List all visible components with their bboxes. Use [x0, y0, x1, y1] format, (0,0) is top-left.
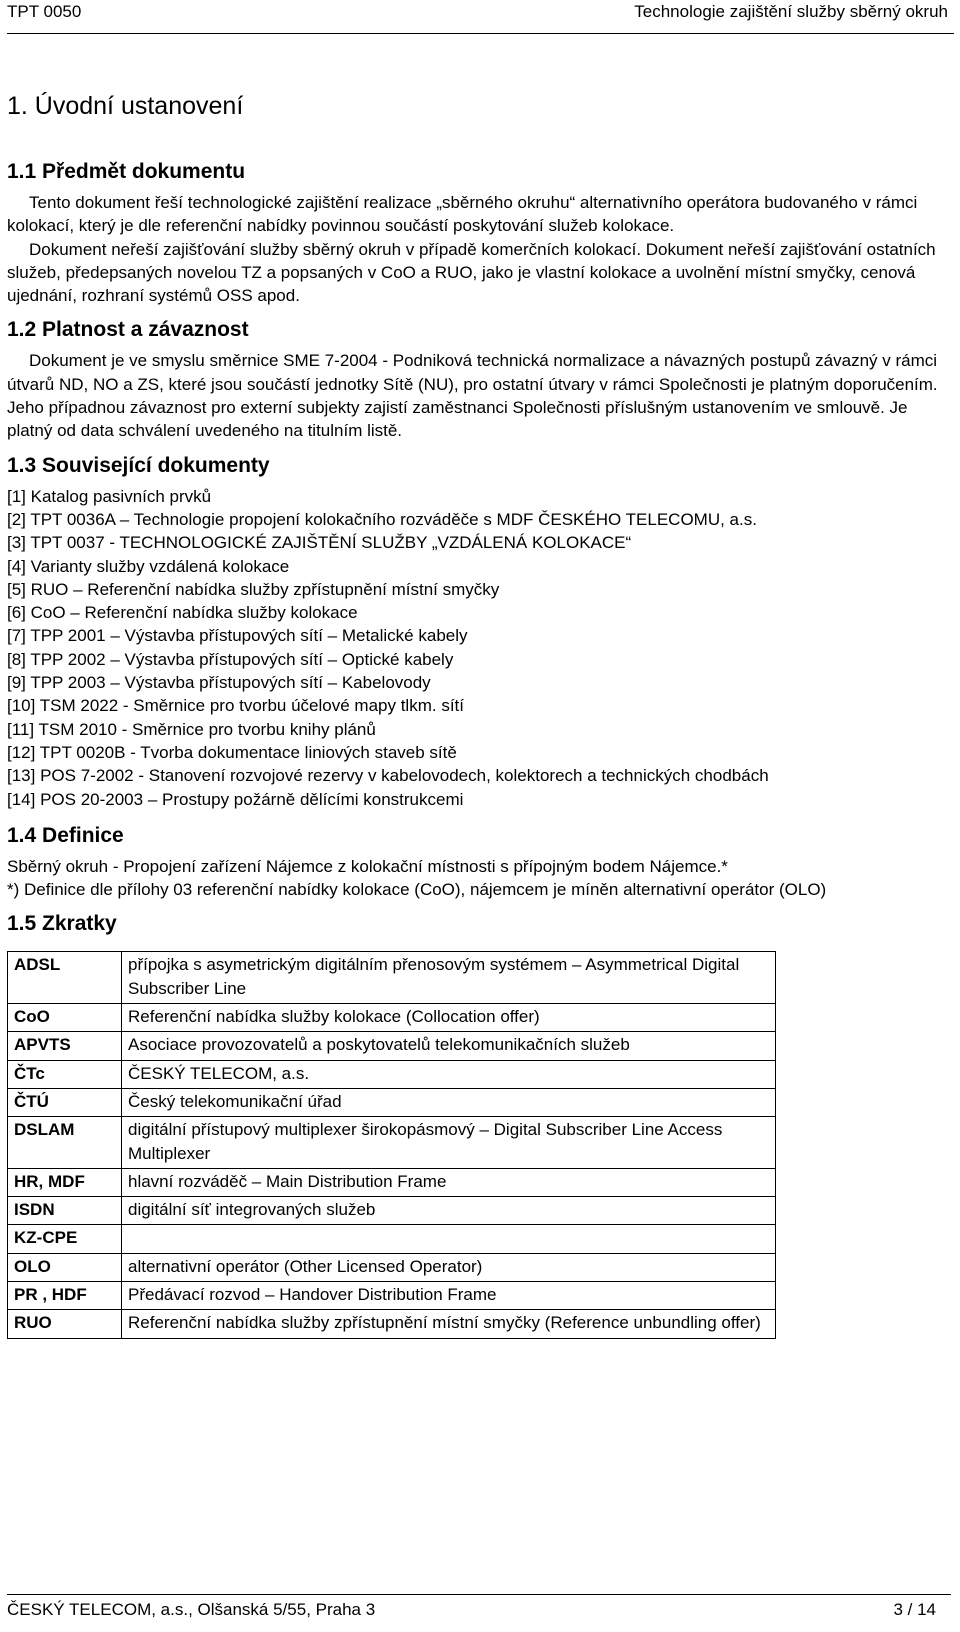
desc-cell: Asociace provozovatelů a poskytovatelů telekomunikačních služeb	[122, 1032, 776, 1060]
paragraph-validity: Dokument je ve smyslu směrnice SME 7-2004 - Podniková technická normalizace a návazných postupů závazný v rámci útvarů ND, NO a ZS, které jsou součástí jednotky Sítě (NU), pro ostatní útvary v rámci Společnosti je platným doporučením. Jeho případnou závaznost pro externí subjekty zajistí zaměstnanci Společnosti příslušným ustanovením ve smlouvě. Je platný od data schválení uvedeného na titulním listě.	[7, 351, 938, 441]
reference-item: [10] TSM 2022 - Směrnice pro tvorbu účelové mapy tlkm. sítí	[7, 696, 464, 716]
doc-title: Technologie zajištění služby sběrný okruh	[634, 2, 948, 21]
paragraph-subject: Tento dokument řeší technologické zajištění realizace „sběrného okruhu“ alternativního operátora budovaného v rámci kolokací, který je dle referenční nabídky povinnou součástí poskytování služeb kolokace.	[7, 193, 918, 236]
reference-item: [1] Katalog pasivních prvků	[7, 486, 212, 506]
reference-item: [14] POS 20-2003 – Prostupy požárně dělícími konstrukcemi	[7, 789, 464, 809]
table-row	[8, 1004, 776, 1032]
company-address: ČESKÝ TELECOM, a.s., Olšanská 5/55, Praha 3	[7, 1600, 376, 1619]
reference-item: [5] RUO – Referenční nabídka služby zpřístupnění místní smyčky	[7, 579, 500, 599]
reference-item: [7] TPP 2001 – Výstavba přístupových sítí – Metalické kabely	[7, 626, 468, 646]
reference-item: [11] TSM 2010 - Směrnice pro tvorbu knihy plánů	[7, 719, 376, 739]
page-header	[7, 0, 954, 34]
table-row	[8, 1060, 776, 1088]
desc-cell: Český telekomunikační úřad	[122, 1088, 776, 1116]
table-row	[8, 1281, 776, 1309]
abbr-cell: ČTÚ	[8, 1088, 122, 1116]
section-heading-1-2: 1.2 Platnost a závaznost	[7, 318, 249, 342]
desc-cell: hlavní rozváděč – Main Distribution Frame	[122, 1168, 776, 1196]
table-row	[8, 952, 776, 1004]
reference-item: [2] TPT 0036A – Technologie propojení kolokačního rozváděče s MDF ČESKÉHO TELECOMU, a.s.	[7, 509, 757, 529]
desc-cell: Předávací rozvod – Handover Distribution Frame	[122, 1281, 776, 1309]
desc-cell: digitální síť integrovaných služeb	[122, 1197, 776, 1225]
table-row	[8, 1117, 776, 1169]
abbr-cell: KZ-CPE	[8, 1225, 122, 1253]
reference-item: [9] TPP 2003 – Výstavba přístupových sítí – Kabelovody	[7, 673, 431, 693]
reference-item: [8] TPP 2002 – Výstavba přístupových sítí – Optické kabely	[7, 649, 454, 669]
table-row	[8, 1197, 776, 1225]
desc-cell: přípojka s asymetrickým digitálním přenosovým systémem – Asymmetrical Digital Subscriber Line	[122, 952, 776, 1004]
desc-cell: digitální přístupový multiplexer širokopásmový – Digital Subscriber Line Access Multiplexer	[122, 1117, 776, 1169]
table-row	[8, 1310, 776, 1338]
paragraph-scope: Dokument neřeší zajišťování služby sběrný okruh v případě komerčních kolokací. Dokument neřeší zajišťování ostatních služeb, předepsaných novelou TZ a popsaných v CoO a RUO, jako je vlastní kolokace a uvolnění místní smyčky, cenová ujednání, rozhraní systémů OSS apod.	[7, 239, 936, 306]
chapter-title: 1. Úvodní ustanovení	[7, 92, 244, 120]
desc-cell: Referenční nabídka služby kolokace (Collocation offer)	[122, 1004, 776, 1032]
reference-item: [3] TPT 0037 - TECHNOLOGICKÉ ZAJIŠTĚNÍ SLUŽBY „VZDÁLENÁ KOLOKACE“	[7, 533, 632, 553]
table-row	[8, 1032, 776, 1060]
reference-item: [13] POS 7-2002 - Stanovení rozvojové rezervy v kabelovodech, kolektorech a technických chodbách	[7, 766, 769, 786]
page-number: 3 / 14	[893, 1600, 936, 1619]
table-row	[8, 1253, 776, 1281]
desc-cell: ČESKÝ TELECOM, a.s.	[122, 1060, 776, 1088]
abbr-cell: ČTc	[8, 1060, 122, 1088]
section-heading-1-3: 1.3 Související dokumenty	[7, 453, 270, 477]
abbr-cell: HR, MDF	[8, 1168, 122, 1196]
abbr-cell: RUO	[8, 1310, 122, 1338]
abbr-cell: ADSL	[8, 952, 122, 1004]
desc-cell: alternativní operátor (Other Licensed Operator)	[122, 1253, 776, 1281]
table-row	[8, 1088, 776, 1116]
desc-cell: Referenční nabídka služby zpřístupnění místní smyčky (Reference unbundling offer)	[122, 1310, 776, 1338]
reference-item: [4] Varianty služby vzdálená kolokace	[7, 556, 290, 576]
page-footer	[7, 1594, 951, 1632]
table-row	[8, 1168, 776, 1196]
section-heading-1-5: 1.5 Zkratky	[7, 912, 117, 936]
document-body	[7, 86, 952, 1339]
doc-code: TPT 0050	[7, 2, 82, 21]
abbr-cell: OLO	[8, 1253, 122, 1281]
abbr-cell: APVTS	[8, 1032, 122, 1060]
table-row	[8, 1225, 776, 1253]
related-documents-list	[7, 485, 952, 811]
definition-note: *) Definice dle přílohy 03 referenční nabídky kolokace (CoO), nájemcem je míněn alternativní operátor (OLO)	[7, 880, 827, 900]
reference-item: [12] TPT 0020B - Tvorba dokumentace liniových staveb sítě	[7, 742, 457, 762]
abbr-cell: ISDN	[8, 1197, 122, 1225]
abbr-cell: PR , HDF	[8, 1281, 122, 1309]
reference-item: [6] CoO – Referenční nabídka služby kolokace	[7, 603, 358, 623]
section-heading-1-1: 1.1 Předmět dokumentu	[7, 160, 246, 183]
section-heading-1-4: 1.4 Definice	[7, 823, 124, 847]
desc-cell	[122, 1225, 776, 1253]
abbr-cell: CoO	[8, 1004, 122, 1032]
definition-text: Sběrný okruh - Propojení zařízení Nájemce z kolokační místnosti s přípojným bodem Nájemce.*	[7, 856, 728, 876]
abbr-cell: DSLAM	[8, 1117, 122, 1169]
abbreviations-table	[7, 951, 776, 1338]
